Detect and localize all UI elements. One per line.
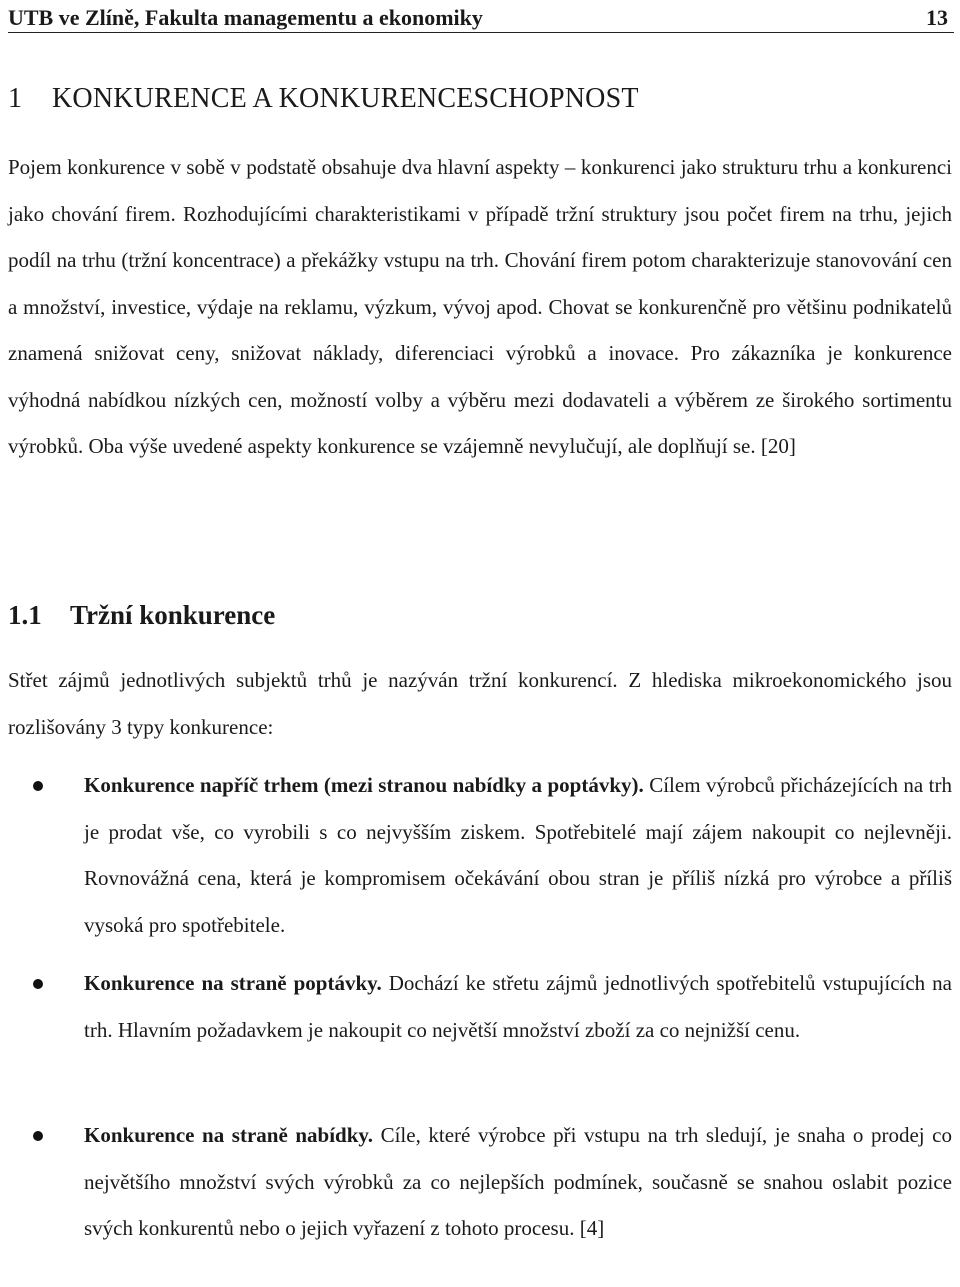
section-paragraph: Střet zájmů jednotlivých subjektů trhů je nazýván tržní konkurencí. Z hlediska mikroekonomického jsou rozlišovány 3 typy konkurence: [8,668,952,739]
list-item-body: Cíle, které výrobce při vstupu na trh sledují, je snaha o prodej co největšího množství svých výrobků za co nejlepších podmínek, současně se snahou oslabit pozice svých konkurentů nebo o jejich vyřazení z tohoto procesu. [4] [84,1123,952,1240]
chapter-title: KONKURENCE A KONKURENCESCHOPNOST [52,83,639,114]
chapter-heading [8,82,639,116]
list-item-body: Cílem výrobců přicházejících na trh je prodat vše, co vyrobili s co nejvyšším ziskem. Spotřebitelé mají zájem nakoupit co nejlevněji. Rovnovážná cena, která je kompromisem očekávání obou stran je příliš nízká pro výrobce a příliš vysoká pro spotřebitele. [84,773,952,937]
running-header [8,2,954,33]
bullet-icon [33,1131,43,1141]
section-number: 1.1 [8,600,42,630]
list-item-text [84,1112,952,1252]
header-institution: UTB ve Zlíně, Fakulta managementu a ekonomiky [8,5,483,30]
list-item-text [84,762,952,948]
section-heading [8,598,275,632]
chapter-number: 1 [8,83,23,114]
bullet-icon [33,979,43,989]
list-item-text [84,960,952,1053]
list-item-lead: Konkurence napříč trhem (mezi stranou nabídky a poptávky). [84,773,644,797]
page-number: 13 [926,5,948,30]
list-item-lead: Konkurence na straně nabídky. [84,1123,373,1147]
section-title: Tržní konkurence [70,600,276,630]
list-item-lead: Konkurence na straně poptávky. [84,971,382,995]
list-item-body: Dochází ke střetu zájmů jednotlivých spotřebitelů vstupujících na trh. Hlavním požadavkem je nakoupit co největší množství zboží za co nejnižší cenu. [84,971,952,1042]
intro-paragraph: Pojem konkurence v sobě v podstatě obsahuje dva hlavní aspekty – konkurenci jako strukturu trhu a konkurenci jako chování firem. Rozhodujícími charakteristikami v případě tržní struktury jsou počet firem na trhu, jejich podíl na trhu (tržní koncentrace) a překážky vstupu na trh. Chování firem potom charakterizuje stanovování cen a množství, investice, výdaje na reklamu, výzkum, vývoj apod. Chovat se konkurenčně pro většinu podnikatelů znamená snižovat ceny, snižovat náklady, diferenciaci výrobků a inovace. Pro zákazníka je konkurence výhodná nabídkou nízkých cen, možností volby a výběru mezi dodavateli a výběrem ze širokého sortimentu výrobků. Oba výše uvedené aspekty konkurence se vzájemně nevylučují, ale doplňují se. [20] [8,155,952,458]
bullet-icon [33,781,43,791]
